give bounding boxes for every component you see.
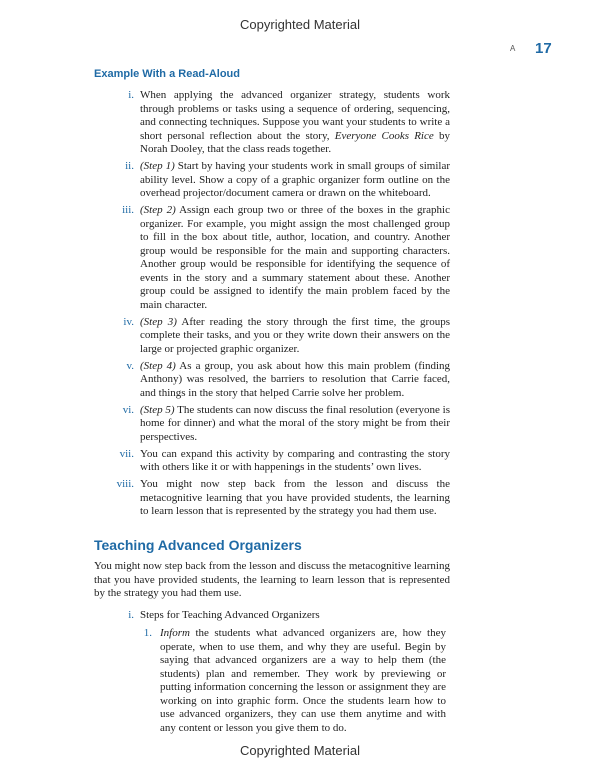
list-item [94,160,450,201]
item-number: i. [128,89,134,101]
example-list [94,89,450,522]
copyright-watermark-top: Copyrighted Material [240,17,360,32]
list-item [94,404,450,445]
item-text: (Step 2) Assign each group two or three of the boxes in the graphic organizer. For example, you might assign the most challenged group to fill in the box about title, author, location, and country. Another group would be responsible for the main and supporting characters. Another group would be responsible for identifying the sequence of events in the story and a summary statement about these. Another group could be assigned to identify the main problem faced by the main character. [140,204,450,311]
list-item [94,448,450,475]
item-text: When applying the advanced organizer strategy, students work through problems or tasks using a sequence of ordering, sequencing, and connecting techniques. Suppose you want your students to write a short personal reflection about the story, Everyone Cooks Rice by Norah Dooley, that the class reads together. [140,89,450,155]
step-label: (Step 3) [140,315,177,328]
page-number: 17 [535,40,552,57]
item-number: vii. [119,447,134,460]
item-text: (Step 5) The students can now discuss the final resolution (everyone is home for dinner) and what the moral of the story might be from their perspectives. [140,403,450,443]
list-item [94,204,450,312]
item-number: iii. [122,204,134,216]
item-text: Inform the students what advanced organizers are, how they operate, when to use them, and why they are useful. Begin by saying that advanced organizers are a way to help them (the students) plan and remember. They work by previewing or putting information concerning the lesson or assignment they are working on into graphic form. Once the students learn how to use advanced organizers, they can use them anytime and with any content or lesson you give them to do. [160,627,446,734]
item-text: (Step 3) After reading the story through the first time, the groups complete their tasks, and you or they write down their answers on the large or projected graphic organizer. [140,315,450,355]
step-label: (Step 2) [140,204,176,216]
item-text: You can expand this activity by comparing and contrasting the story with others like it or with happenings in the students’ own lives. [140,447,450,473]
book-title: Everyone Cooks Rice [334,129,434,142]
copyright-watermark-bottom: Copyrighted Material [240,743,360,758]
item-number: viii. [116,478,134,490]
intro-paragraph: You might now step back from the lesson and discuss the metacognitive learning that you have provided students, the learning to learn lesson that is represented by the strategy you had them use. [94,560,450,599]
item-number: i. [128,609,134,621]
step-label: (Step 5) [140,403,175,416]
steps-list-item [94,609,450,623]
item-text: You might now step back from the lesson and discuss the metacognitive learning that you have provided students, the learning to learn lesson that is represented by the strategy you had them use. [140,478,450,517]
list-item [94,478,450,519]
example-heading: Example With a Read-Aloud [94,68,240,80]
item-text: (Step 1) Start by having your students work in small groups of similar ability level. Show a copy of a graphic organizer form outline on the overhead projector/document camera or drawn on the whiteboard. [140,160,451,199]
step-label: (Step 4) [140,359,176,372]
item-number: v. [126,359,134,372]
sub-list-item [140,627,446,735]
list-item [94,316,450,357]
emphasis-word: Inform [160,627,190,639]
item-number: ii. [125,160,134,172]
list-item [94,360,450,401]
item-number: 1. [143,627,152,639]
item-number: vi. [122,403,134,416]
item-number: iv. [123,315,134,328]
list-item [94,89,450,157]
item-text: Steps for Teaching Advanced Organizers [140,609,320,621]
item-text: (Step 4) As a group, you ask about how this main problem (finding Anthony) was resolved, the barriers to resolution that Carrie faced, and things in the story that helped Carrie solve her problem. [140,359,451,399]
section-heading: Teaching Advanced Organizers [94,537,302,553]
section-marker: A [510,44,516,53]
step-label: (Step 1) [140,160,175,172]
